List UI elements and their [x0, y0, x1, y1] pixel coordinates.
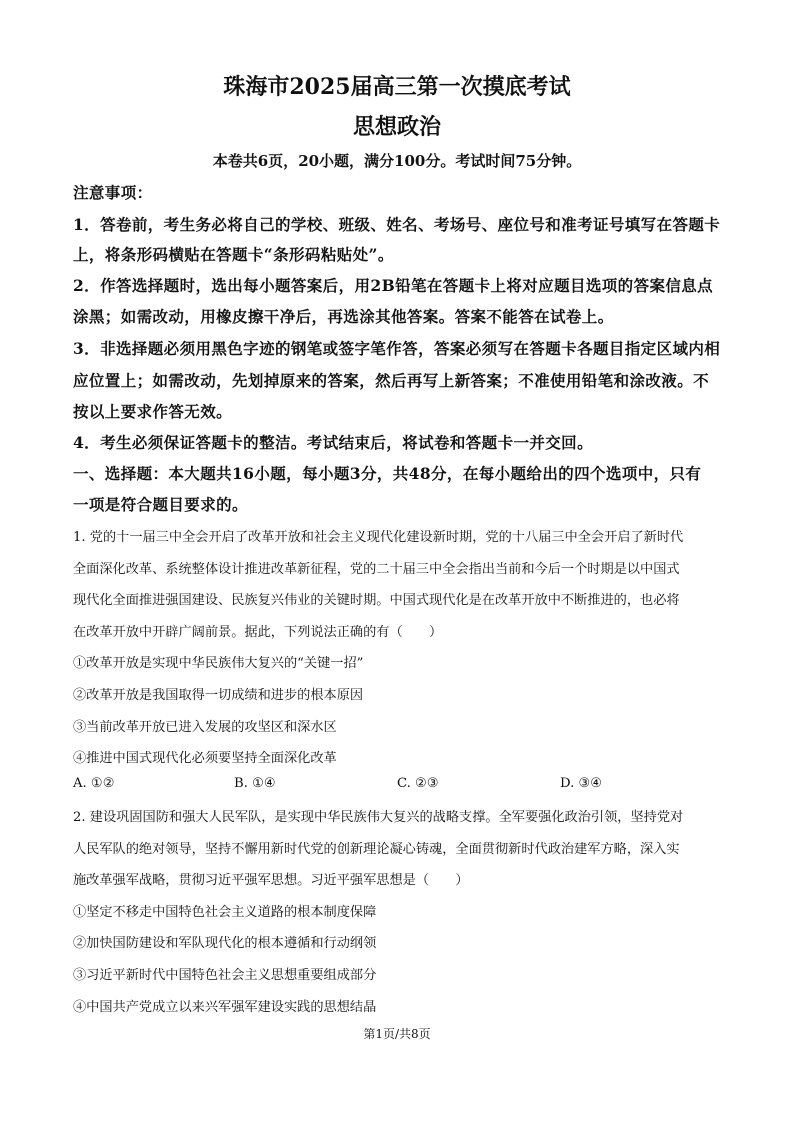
- statement-item: ④中国共产党成立以来兴军强军建设实践的思想结晶: [73, 999, 377, 1015]
- notes-line: 4．考生必须保证答题卡的整洁。考试结束后，将试卷和答题卡一并交回。: [73, 433, 593, 452]
- question-text: 施改革强军战略，贯彻习近平强军思想。习近平强军思想是（ ）: [73, 873, 469, 889]
- notes-line: 应位置上；如需改动，先划掉原来的答案，然后再写上新答案；不准使用铅笔和涂改液。不: [73, 371, 710, 390]
- statement-item: ③习近平新时代中国特色社会主义思想重要组成部分: [73, 967, 377, 983]
- statement-item: ①改革开放是实现中华民族伟大复兴的“关键一招”: [73, 656, 364, 672]
- question-1: [73, 522, 733, 775]
- notes-line: 上，将条形码横贴在答题卡“条形码粘贴处”。: [73, 245, 394, 264]
- statement-item: ③当前改革开放已进入发展的攻坚区和深水区: [73, 719, 337, 735]
- question-text: 2. 建设巩固国防和强大人民军队，是实现中华民族伟大复兴的战略支撑。全军要强化政治引领，坚持党对: [73, 810, 684, 825]
- option-a: A. ①②: [73, 776, 115, 791]
- statement-item: ②加快国防建设和军队现代化的根本遵循和行动纲领: [73, 936, 377, 952]
- exam-title: 珠海市2025届高三第一次摸底考试: [223, 74, 571, 100]
- question-2: [73, 802, 733, 1023]
- question-text: 1. 党的十一届三中全会开启了改革开放和社会主义现代化建设新时期，党的十八届三中全会开启了新时代: [73, 530, 684, 545]
- subject-title: 思想政治: [352, 114, 441, 140]
- statement-item: ②改革开放是我国取得一切成绩和进步的根本原因: [73, 687, 364, 703]
- statement-item: ①坚定不移走中国特色社会主义道路的根本制度保障: [73, 904, 377, 920]
- option-d: D. ③④: [560, 776, 603, 791]
- exam-info: 本卷共6页，20小题，满分100分。考试时间75分钟。: [212, 152, 582, 170]
- notes-line: 2．作答选择题时，选出每小题答案后，用2B铅笔在答题卡上将对应题目选项的答案信息点: [73, 276, 714, 295]
- question-text: 全面深化改革、系统整体设计推进改革新征程，党的二十届三中全会指出当前和今后一个时期是以中国式: [73, 561, 680, 577]
- option-b: B. ①④: [234, 776, 276, 791]
- notes-line: 1．答卷前，考生务必将自己的学校、班级、姓名、考场号、座位号和准考证号填写在答题卡: [73, 215, 721, 234]
- page-number: 第1页/共8页: [363, 1027, 431, 1041]
- section-heading: 一项是符合题目要求的。: [73, 495, 248, 514]
- question-text: 人民军队的绝对领导，坚持不懈用新时代党的创新理论凝心铸魂，全面贯彻新时代政治建军方略，深入实: [73, 841, 680, 857]
- question-text: 现代化全面推进强国建设、民族复兴伟业的关键时期。中国式现代化是在改革开放中不断推进的，也必将: [73, 593, 680, 609]
- option-c: C. ②③: [397, 776, 439, 791]
- notes-line: 涂黑；如需改动，用橡皮擦干净后，再选涂其他答案。答案不能答在试卷上。: [73, 307, 614, 326]
- notes-heading: 注意事项：: [73, 183, 153, 202]
- notes-line: 3．非选择题必须用黑色字迹的钢笔或签字笔作答，答案必须写在答题卡各题目指定区域内相: [73, 339, 721, 358]
- section-heading: 一、选择题：本大题共16小题，每小题3分，共48分，在每小题给出的四个选项中，只有: [73, 464, 702, 483]
- question-text: 在改革开放中开辟广阔前景。据此，下列说法正确的有（ ）: [73, 624, 443, 640]
- statement-item: ④推进中国式现代化必须要坚持全面深化改革: [73, 751, 337, 767]
- notes-line: 按以上要求作答无效。: [73, 402, 233, 421]
